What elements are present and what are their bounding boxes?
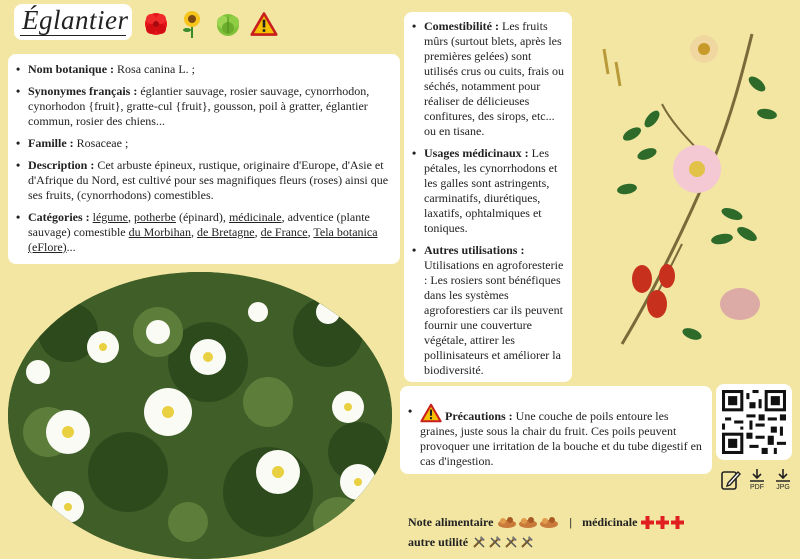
other-use-rating-icons [472, 535, 534, 549]
other-use-rating-label: autre utilité [408, 535, 469, 549]
red-cross-icon [641, 516, 654, 529]
precautions-value: Une couche de poils entoure les graines, juste sous la chair du fruit. Ces poils peuvent provoquer une irritation de la bouche et du tube digestif en cas d'ingestion. [420, 409, 702, 468]
medicinal-rating-label: médicinale [582, 515, 638, 529]
precautions-label: Précautions : [445, 409, 513, 423]
medicinal-uses-item [410, 146, 566, 236]
categories-item: • Catégories : légume, potherbe (épinard), médicinale, adventice (plante sauvage) comestible du Morbihan, de Bretagne, de France, Tela botanica (eFlore)... [14, 210, 394, 255]
download-pdf-label: PDF [750, 484, 764, 491]
synonyms-value: églantier sauvage, rosier sauvage, cynorrhodon, cynorhodon {fruit}, gratte-cul {fruit}, gousson, poil à gratter, églantier commun, rosier des chiens... [28, 84, 370, 128]
food-rating-label: Note alimentaire [408, 515, 494, 529]
medicinal-rating-icons [641, 516, 684, 529]
qr-code-icon [722, 390, 786, 454]
medicinal-uses-value: Les pétales, les cynorrhodons et les galles sont astringents, carminatifs, diurétiques, laxatifs, ophtalmiques et toniques. [424, 146, 558, 235]
tools-icon [488, 535, 502, 549]
title-box [14, 4, 132, 40]
category-link-eflore[interactable]: (eFlore) [28, 240, 67, 254]
family-value: Rosaceae ; [76, 136, 129, 150]
category-ellipsis: ... [66, 240, 76, 254]
edibility-label: Comestibilité : [424, 19, 499, 33]
food-plate-icon [539, 515, 559, 529]
food-plate-icon [497, 515, 517, 529]
rating-row-1 [408, 512, 684, 532]
medicinal-uses-label: Usages médicinaux : [424, 146, 529, 160]
rating-separator: | [569, 515, 573, 529]
tools-icon [472, 535, 486, 549]
category-link-bretagne[interactable]: de Bretagne [196, 225, 255, 239]
download-jpg-button[interactable] [772, 468, 794, 494]
category-link-tela-botanica[interactable]: Tela botanica [313, 225, 378, 239]
category-link-morbihan[interactable]: du Morbihan [128, 225, 191, 239]
tools-icon [504, 535, 518, 549]
qr-code-card[interactable] [716, 384, 792, 460]
download-icon [748, 468, 766, 484]
other-uses-value: Utilisations en agroforesterie : Les rosiers sont bénéfiques dans les systèmes agroforestiers car ils peuvent fournir une couverture végétale, attirer les pollinisateurs et améliorer la biodiversité. [424, 258, 564, 377]
page-title: Églantier [22, 5, 129, 35]
description-item [14, 158, 394, 203]
download-pdf-button[interactable] [746, 468, 768, 494]
info-card-right [404, 12, 572, 382]
family-label: Famille : [28, 136, 74, 150]
precautions-card [400, 386, 712, 474]
synonyms-item [14, 84, 394, 129]
edibility-item [410, 19, 566, 139]
red-cross-icon [656, 516, 669, 529]
category-link-medicinale[interactable]: médicinale [228, 210, 282, 224]
botanical-name-value: Rosa canina L. ; [117, 62, 195, 76]
info-card-left [8, 54, 400, 264]
download-buttons [720, 468, 794, 494]
warning-icon [250, 10, 278, 38]
botanical-illustration [592, 14, 792, 374]
red-flower-icon [142, 10, 170, 38]
category-link-france[interactable]: de France [260, 225, 308, 239]
food-rating-icons [497, 515, 559, 529]
category-link-potherbe[interactable]: potherbe [133, 210, 176, 224]
edit-icon [720, 468, 742, 492]
title-underline [20, 35, 126, 36]
red-cross-icon [671, 516, 684, 529]
categories-label: Catégories : [28, 210, 90, 224]
leafy-vegetable-icon [214, 10, 242, 38]
rose-bush-photo [8, 272, 392, 559]
botanical-name-item [14, 62, 394, 77]
family-item [14, 136, 394, 151]
edibility-value: Les fruits mûrs (surtout blets, après les premières gelées) sont utilisés crus ou cuits, frais ou séchés, notamment pour réaliser de délicieuses confitures, des sirops, etc... ou en tisane. [424, 19, 564, 138]
category-icons [142, 8, 278, 40]
description-label: Description : [28, 158, 95, 172]
botanical-name-label: Nom botanique : [28, 62, 115, 76]
other-uses-item [410, 243, 566, 378]
synonyms-label: Synonymes français : [28, 84, 138, 98]
category-link-legume[interactable]: légume [92, 210, 128, 224]
description-value: Cet arbuste épineux, rustique, originaire d'Europe, d'Asie et d'Afrique du Nord, est cultivé pour ses magnifiques fleurs (roses) ainsi que ses fruits, (cynorrhodons) comestibles. [28, 158, 389, 202]
category-rest: , adventice (plante sauvage) comestible [28, 210, 370, 239]
warning-icon [420, 404, 442, 422]
precautions-item [406, 404, 702, 469]
edit-button[interactable] [720, 468, 742, 494]
download-icon [774, 468, 792, 484]
food-plate-icon [518, 515, 538, 529]
rating-row-2 [408, 532, 684, 552]
ratings [408, 512, 684, 552]
tools-icon [520, 535, 534, 549]
sunflower-icon [178, 10, 206, 38]
download-jpg-label: JPG [776, 484, 790, 491]
other-uses-label: Autres utilisations : [424, 243, 525, 257]
category-epinard: (épinard), [178, 210, 226, 224]
